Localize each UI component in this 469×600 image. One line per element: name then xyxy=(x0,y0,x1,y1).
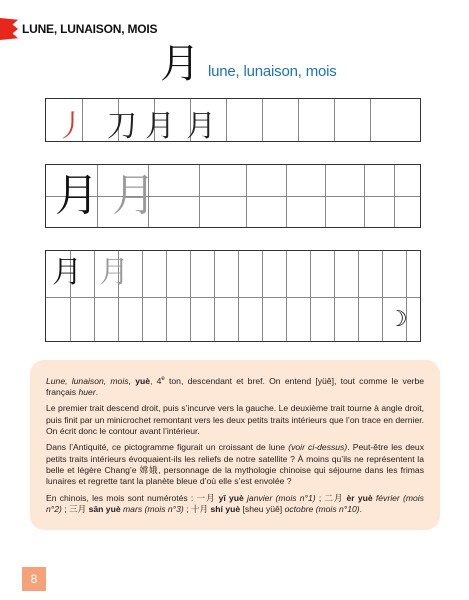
chapter-header xyxy=(0,16,157,42)
stroke-step-2: 刀 xyxy=(107,109,137,144)
paragraph-pronunciation: Lune, lunaison, mois, yuè, 4e ton, descendant et bref. On entend [yüê], tout comme le verbe français huer. xyxy=(46,375,425,398)
stroke-step-3: 月 xyxy=(145,109,175,144)
large-practice-grid xyxy=(45,164,421,228)
stroke-order-grid xyxy=(45,98,421,142)
paragraph-months: En chinois, les mois sont numérotés : 一月 yī yuè janvier (mois n°1) ; 二月 èr yuè février (mois n°2) ; 三月 sān yuè mars (mois n°3) ; 十月 shí yuè [sheu yüê] octobre (mois n°10). xyxy=(46,492,424,514)
small-practice-grid xyxy=(45,250,421,342)
paragraph-history: Dans l’Antiquité, ce pictogramme figurait un croissant de lune (voir ci-dessus). Peut-être les deux petits traits intérieurs évoquaient-ils les reliefs de notre satellite ? À moins qu’ils ne représentent la belle et légère Chang’e 嫦娥, personnage de la mythologie chinoise qui séjourne dans les frimas lunaires et regrette tant la planète bleue d’où elle s’est envolée ? xyxy=(46,442,424,487)
starburst-icon xyxy=(0,18,18,40)
title-character: 月 xyxy=(160,41,200,87)
page-number: 8 xyxy=(22,567,46,591)
large-model-character: 月 xyxy=(55,170,99,221)
title-translation: lune, lunaison, mois xyxy=(208,63,337,80)
large-ghost-character: 月 xyxy=(112,170,156,221)
small-model-character: 月 xyxy=(52,255,82,290)
small-ghost-character: 月 xyxy=(99,255,129,290)
stroke-step-4: 月 xyxy=(186,109,216,144)
moon-crescent-icon: ☽ xyxy=(388,307,408,332)
paragraph-strokes: Le premier trait descend droit, puis s’incurve vers la gauche. Le deuxième trait tourne à angle droit, puis finit par un minicrochet remontant vers les deux petits traits intérieurs que l’on trace en dernier. On écrit donc le contour avant l’intérieur. xyxy=(46,403,424,437)
chapter-header-label: LUNE, LUNAISON, MOIS xyxy=(22,22,158,36)
stroke-step-1: 丿 xyxy=(56,109,86,144)
explanation-box xyxy=(30,360,440,530)
page-title xyxy=(160,42,337,86)
